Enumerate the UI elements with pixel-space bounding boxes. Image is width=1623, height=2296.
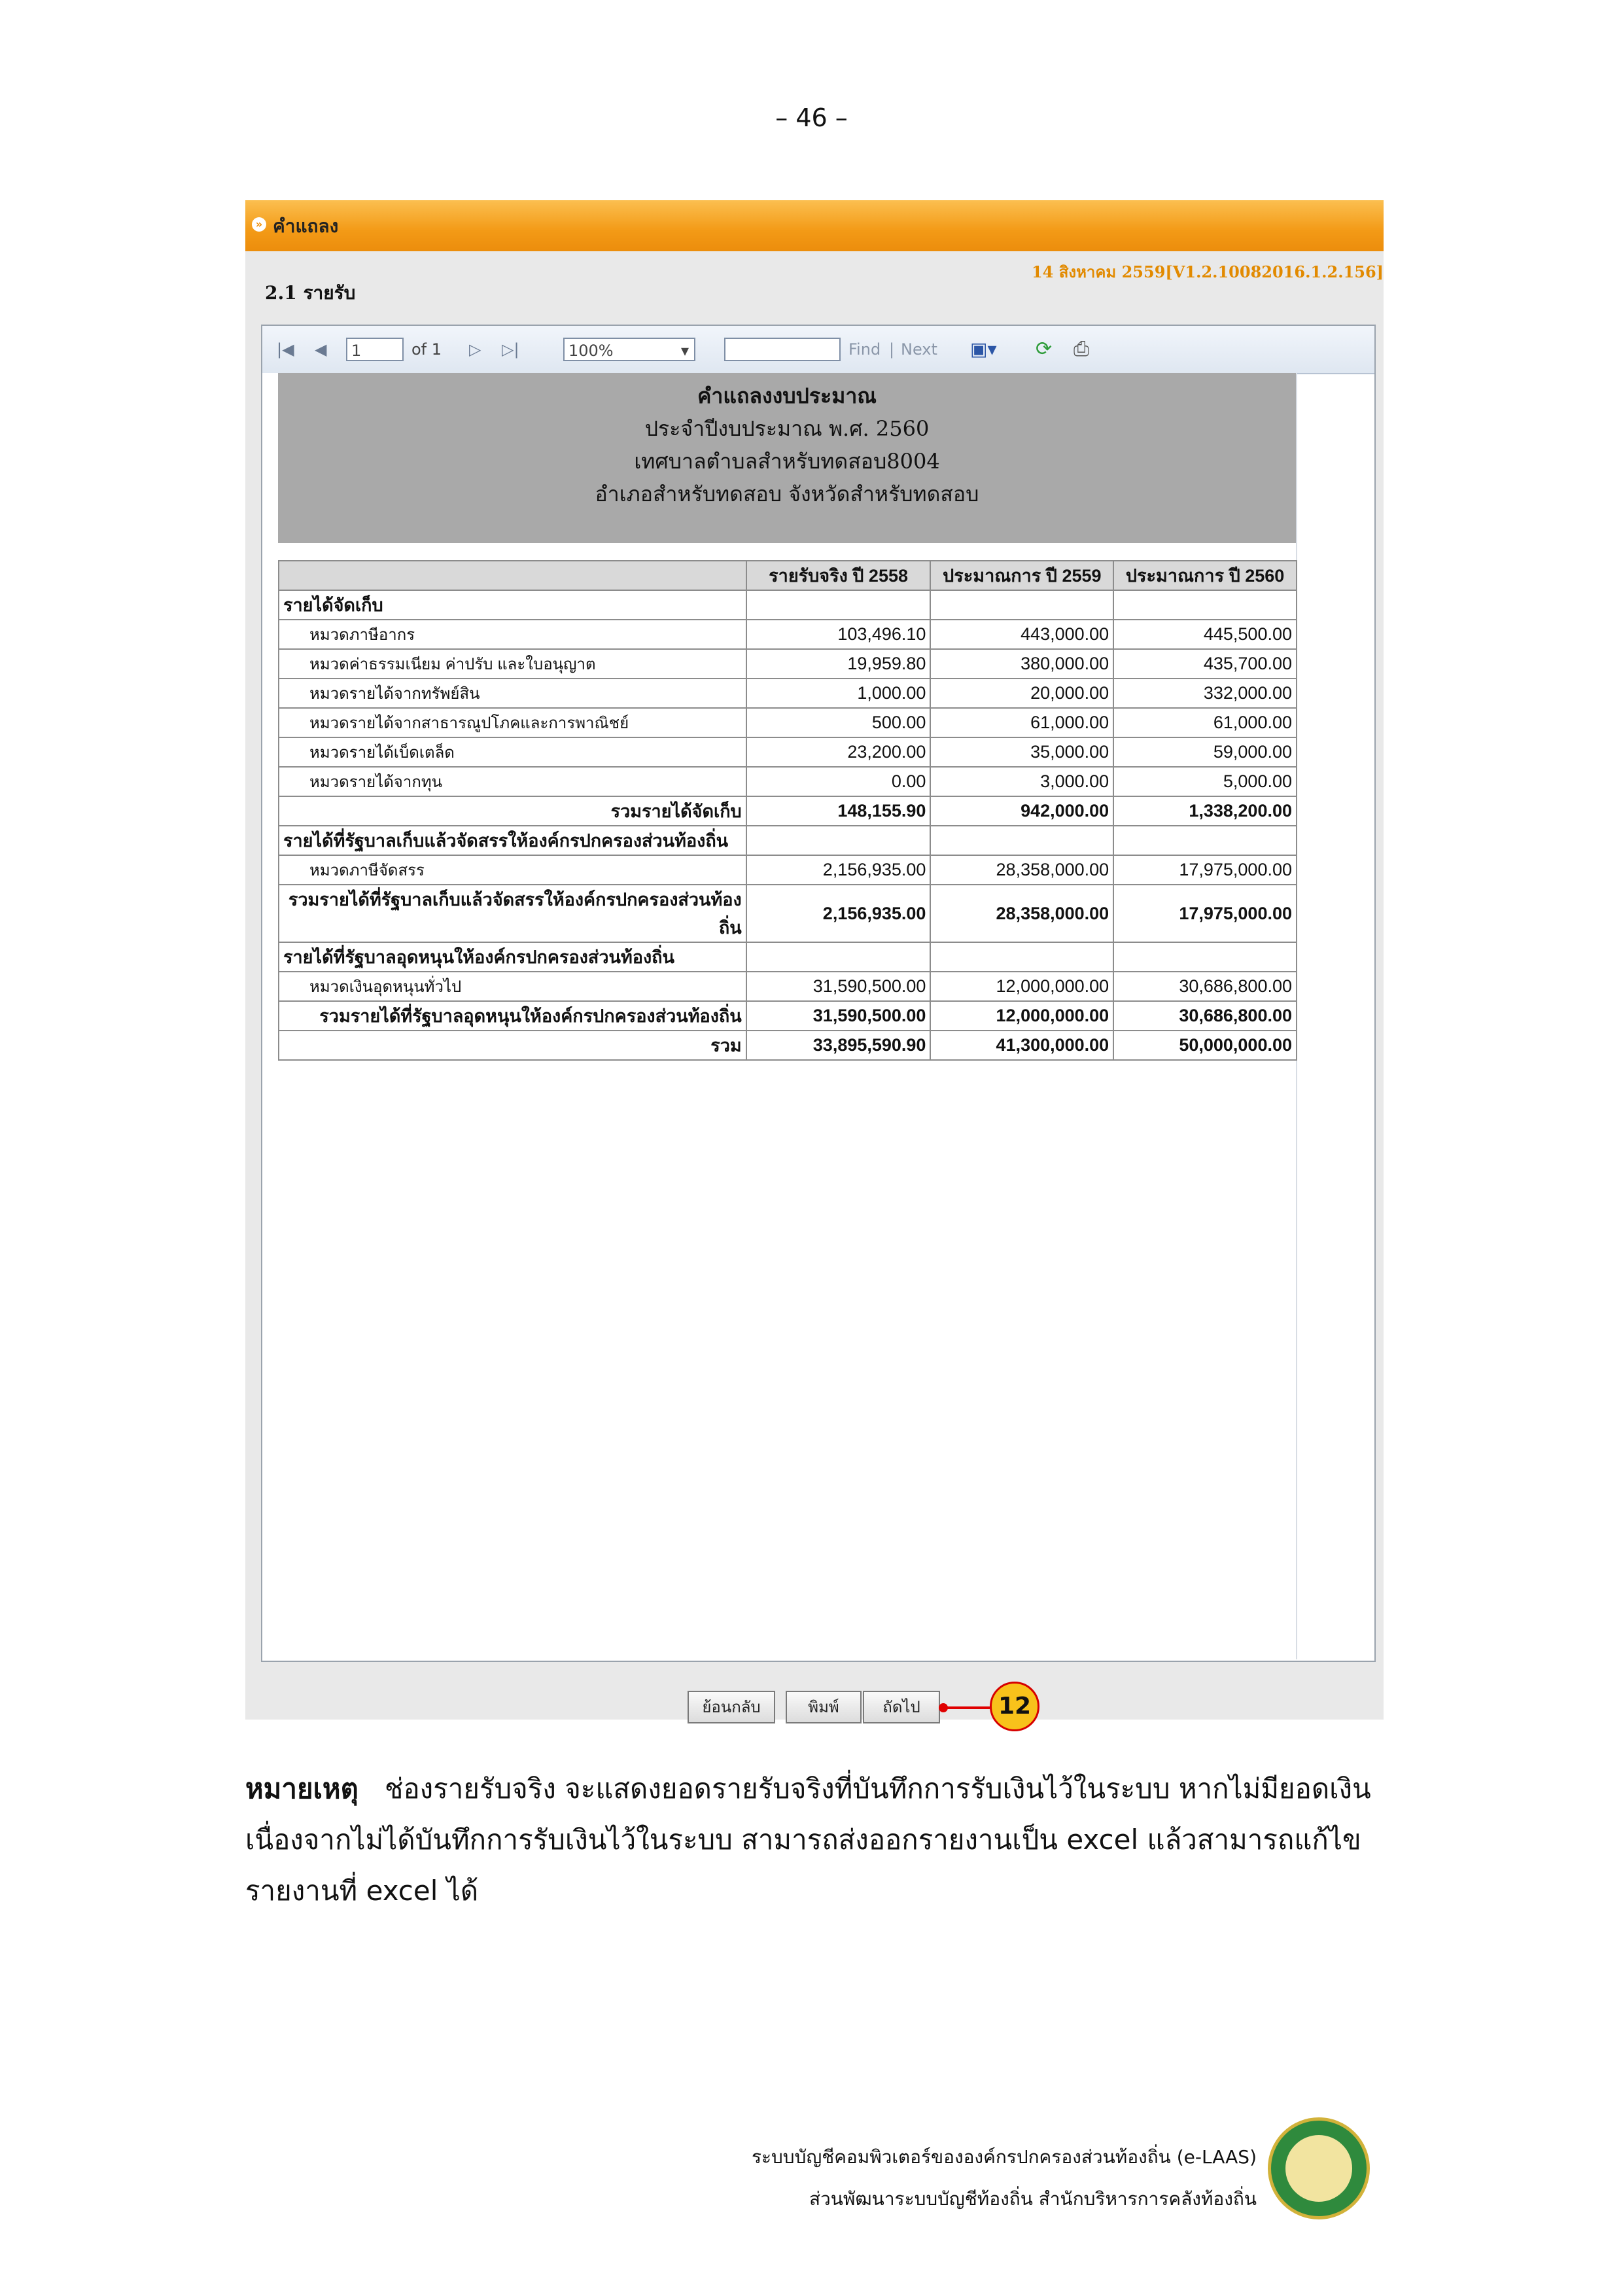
column-header: ประมาณการ ปี 2559 [930, 561, 1113, 590]
table-row [279, 708, 1297, 737]
item-label: หมวดภาษีจัดสรร [279, 855, 746, 885]
cell-estimate-2560: 50,000,000.00 [1113, 1031, 1297, 1060]
category-label: รายได้ที่รัฐบาลอุดหนุนให้องค์กรปกครองส่วนท้องถิ่น [279, 942, 746, 972]
export-icon[interactable]: ▣▾ [970, 338, 997, 360]
cell-estimate-2559 [930, 590, 1113, 620]
cell-estimate-2560: 61,000.00 [1113, 708, 1297, 737]
item-label: หมวดรายได้เบ็ดเตล็ด [279, 737, 746, 767]
total-row [279, 1031, 1297, 1060]
note-paragraph [245, 1763, 1397, 1916]
table-row [279, 737, 1297, 767]
report-toolbar [262, 326, 1374, 374]
cell-estimate-2559: 3,000.00 [930, 767, 1113, 796]
first-page-icon[interactable]: |◀ [277, 340, 294, 359]
cell-estimate-2559: 20,000.00 [930, 679, 1113, 708]
cell-estimate-2560: 5,000.00 [1113, 767, 1297, 796]
table-row [279, 942, 1297, 972]
cell-estimate-2560 [1113, 590, 1297, 620]
cell-actual: 103,496.10 [746, 620, 931, 649]
cell-actual: 33,895,590.90 [746, 1031, 931, 1060]
cell-actual [746, 590, 931, 620]
cell-actual: 2,156,935.00 [746, 855, 931, 885]
refresh-icon[interactable]: ⟳ [1036, 338, 1053, 361]
item-label: หมวดภาษีอากร [279, 620, 746, 649]
note-label: หมายเหตุ [245, 1773, 358, 1805]
cell-estimate-2559: 28,358,000.00 [930, 885, 1113, 942]
cell-actual: 2,156,935.00 [746, 885, 931, 942]
subtotal-label: รวมรายได้ที่รัฐบาลอุดหนุนให้องค์กรปกครองส่วนท้องถิ่น [279, 1001, 746, 1031]
cell-estimate-2560: 30,686,800.00 [1113, 1001, 1297, 1031]
subtotal-label: รวมรายได้จัดเก็บ [279, 796, 746, 826]
footer-line2: ส่วนพัฒนาระบบบัญชีท้องถิ่น สำนักบริหารการคลังท้องถิ่น [809, 2188, 1257, 2210]
item-label: หมวดค่าธรรมเนียม ค่าปรับ และใบอนุญาต [279, 649, 746, 679]
find-separator: | [889, 340, 895, 359]
last-page-icon[interactable]: ▷| [502, 340, 519, 359]
print-icon[interactable]: ⎙ [1073, 338, 1089, 361]
subtotal-row [279, 796, 1297, 826]
cell-estimate-2559: 35,000.00 [930, 737, 1113, 767]
cell-actual: 1,000.00 [746, 679, 931, 708]
item-label: หมวดเงินอุดหนุนทั่วไป [279, 972, 746, 1001]
prev-page-icon[interactable]: ◀ [315, 340, 327, 359]
cell-estimate-2560: 1,338,200.00 [1113, 796, 1297, 826]
budget-table [278, 560, 1297, 1061]
cell-estimate-2560: 445,500.00 [1113, 620, 1297, 649]
cell-estimate-2560: 435,700.00 [1113, 649, 1297, 679]
table-header-row [279, 561, 1297, 590]
table-row [279, 679, 1297, 708]
next-link[interactable]: Next [901, 340, 937, 359]
cell-estimate-2559: 12,000,000.00 [930, 972, 1113, 1001]
cell-estimate-2559: 12,000,000.00 [930, 1001, 1113, 1031]
report-title: คำแถลงงบประมาณ [697, 383, 877, 408]
cell-estimate-2559 [930, 942, 1113, 972]
cell-actual: 31,590,500.00 [746, 972, 931, 1001]
cell-actual [746, 826, 931, 855]
subtotal-label: รวมรายได้ที่รัฐบาลเก็บแล้วจัดสรรให้องค์กรปกครองส่วนท้องถิ่น [279, 885, 746, 942]
subtotal-row [279, 1001, 1297, 1031]
total-label: รวม [279, 1031, 746, 1060]
cell-actual: 500.00 [746, 708, 931, 737]
report-location: อำเภอสำหรับทดสอบ จังหวัดสำหรับทดสอบ [595, 482, 979, 506]
item-label: หมวดรายได้จากทุน [279, 767, 746, 796]
cell-estimate-2559: 61,000.00 [930, 708, 1113, 737]
cell-estimate-2559: 28,358,000.00 [930, 855, 1113, 885]
cell-actual: 23,200.00 [746, 737, 931, 767]
cell-estimate-2560 [1113, 942, 1297, 972]
cell-estimate-2559: 380,000.00 [930, 649, 1113, 679]
window-title: คำแถลง [273, 215, 339, 237]
chevron-down-icon: ▾ [680, 342, 689, 360]
callout-line [943, 1706, 990, 1709]
section-heading: 2.1 รายรับ [265, 282, 356, 304]
report-page [262, 373, 1297, 1659]
cell-actual: 31,590,500.00 [746, 1001, 931, 1031]
category-label: รายได้จัดเก็บ [279, 590, 746, 620]
cell-estimate-2560: 17,975,000.00 [1113, 855, 1297, 885]
footer-line1: ระบบบัญชีคอมพิวเตอร์ขององค์กรปกครองส่วนท้องถิ่น (e-LAAS) [751, 2146, 1257, 2168]
page-number-input[interactable]: 1 [346, 338, 404, 361]
item-label: หมวดรายได้จากสาธารณูปโภคและการพาณิชย์ [279, 708, 746, 737]
cell-estimate-2560: 59,000.00 [1113, 737, 1297, 767]
department-seal-icon [1268, 2117, 1370, 2219]
page-number: – 46 – [775, 103, 848, 132]
table-row [279, 826, 1297, 855]
cell-estimate-2559 [930, 826, 1113, 855]
print-button[interactable]: พิมพ์ [786, 1691, 862, 1723]
table-row [279, 620, 1297, 649]
cell-actual: 148,155.90 [746, 796, 931, 826]
back-button[interactable]: ย้อนกลับ [688, 1691, 775, 1723]
cell-estimate-2560 [1113, 826, 1297, 855]
cell-estimate-2559: 443,000.00 [930, 620, 1113, 649]
item-label: หมวดรายได้จากทรัพย์สิน [279, 679, 746, 708]
table-row [279, 855, 1297, 885]
report-organization: เทศบาลตำบลสำหรับทดสอบ8004 [634, 449, 940, 474]
page-footer [752, 2136, 1257, 2220]
subtotal-row [279, 885, 1297, 942]
cell-estimate-2560: 30,686,800.00 [1113, 972, 1297, 1001]
find-input[interactable] [724, 338, 841, 361]
category-label: รายได้ที่รัฐบาลเก็บแล้วจัดสรรให้องค์กรปกครองส่วนท้องถิ่น [279, 826, 746, 855]
cell-estimate-2559: 41,300,000.00 [930, 1031, 1113, 1060]
column-header [279, 561, 746, 590]
report-window [245, 200, 1384, 1720]
next-button[interactable]: ถัดไป [863, 1691, 940, 1723]
cell-estimate-2560: 332,000.00 [1113, 679, 1297, 708]
seal-emblem [1285, 2135, 1352, 2202]
next-page-icon[interactable]: ▷ [469, 340, 481, 359]
table-row [279, 590, 1297, 620]
cell-actual [746, 942, 931, 972]
table-row [279, 767, 1297, 796]
table-row [279, 972, 1297, 1001]
column-header: ประมาณการ ปี 2560 [1113, 561, 1297, 590]
chevron-icon: » [252, 217, 266, 232]
version-label: 14 สิงหาคม 2559[V1.2.10082016.1.2.156] [1031, 262, 1384, 281]
table-row [279, 649, 1297, 679]
cell-estimate-2559: 942,000.00 [930, 796, 1113, 826]
report-fiscal-year: ประจำปีงบประมาณ พ.ศ. 2560 [644, 416, 930, 441]
report-viewer [261, 325, 1376, 1662]
zoom-value: 100% [568, 342, 614, 360]
find-link[interactable]: Find [848, 340, 881, 359]
cell-estimate-2560: 17,975,000.00 [1113, 885, 1297, 942]
note-text: ช่องรายรับจริง จะแสดงยอดรายรับจริงที่บันทึกการรับเงินไว้ในระบบ หากไม่มียอดเงิน เนื่องจากไม่ได้บันทึกการรับเงินไว้ในระบบ สามารถส่งออกรายงานเป็น excel แล้วสามารถแก้ไขรายงานที่ excel ได้ [245, 1773, 1371, 1907]
zoom-select[interactable] [563, 338, 695, 361]
page-count-label: of 1 [411, 340, 442, 359]
report-header [278, 373, 1296, 543]
cell-actual: 0.00 [746, 767, 931, 796]
title-bar [245, 200, 1384, 251]
cell-actual: 19,959.80 [746, 649, 931, 679]
callout-badge: 12 [990, 1682, 1039, 1731]
column-header: รายรับจริง ปี 2558 [746, 561, 931, 590]
